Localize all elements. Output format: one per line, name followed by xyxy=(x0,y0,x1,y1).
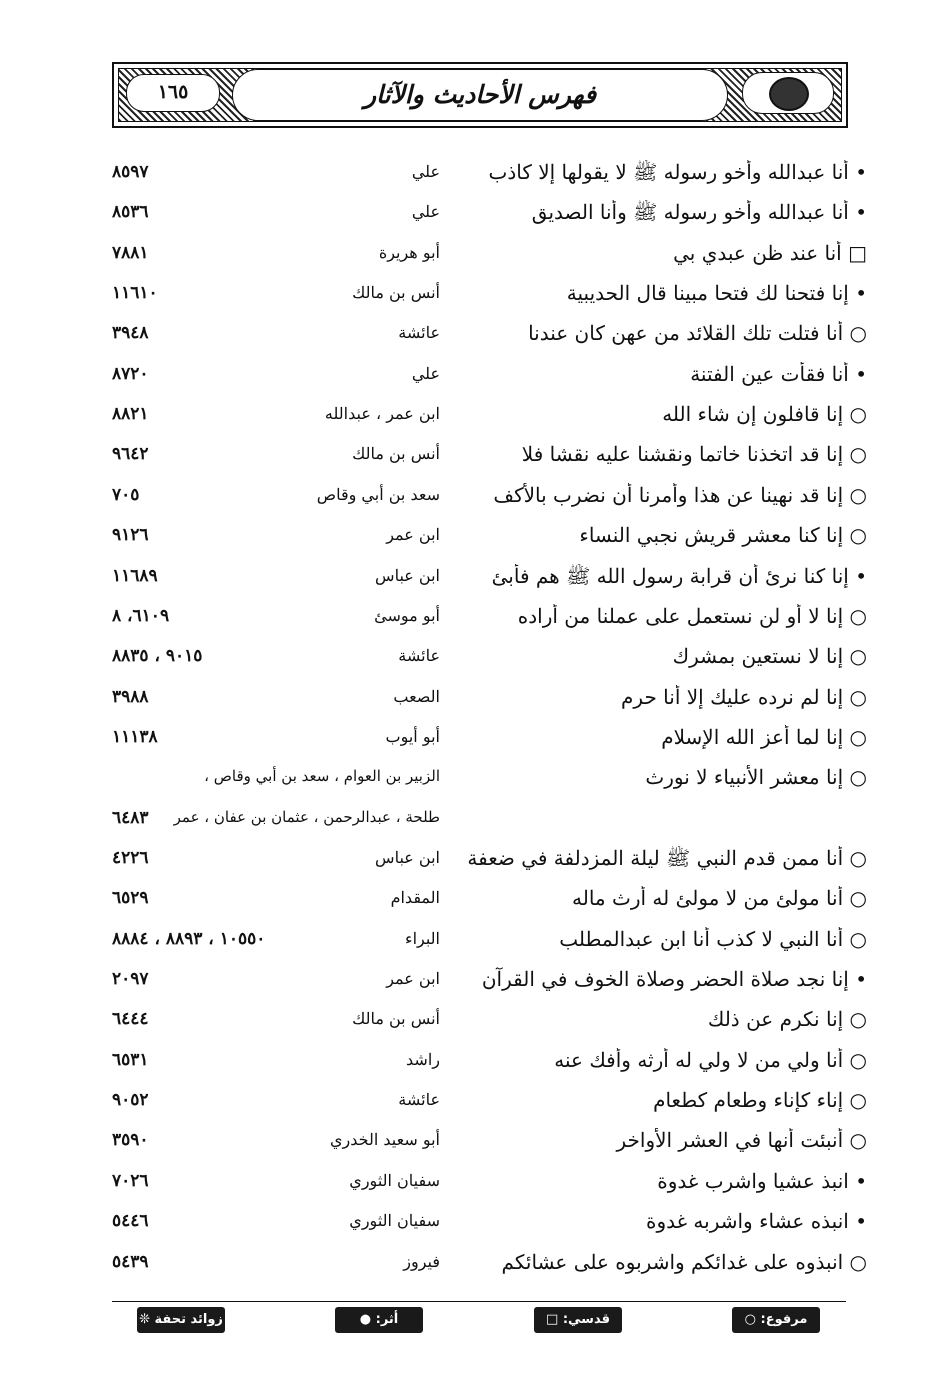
hadith-number: ٥٤٣٩ xyxy=(112,1251,149,1272)
hadith-incipit: ○ إنا قد نهينا عن هذا وأمرنا أن نضرب بالأكف xyxy=(493,482,867,507)
hadith-incipit: ○ إنا لم نرده عليك إلا أنا حرم xyxy=(621,684,867,709)
index-row xyxy=(0,806,945,846)
narrator-name: طلحة ، عبدالرحمن ، عثمان بن عفان ، عمر xyxy=(173,807,440,826)
hadith-number: ٩١٢٦ xyxy=(112,525,149,546)
narrator-name: البراء xyxy=(405,928,440,948)
hadith-number: ٩٠٥٢ xyxy=(112,1090,149,1111)
hadith-number: ٦٥٣١ xyxy=(112,1049,149,1070)
narrator-name: ابن عمر xyxy=(386,969,440,988)
hadith-number: ٩٦٤٢ xyxy=(112,444,149,465)
hadith-incipit: ○ إنا نكرم عن ذلك xyxy=(707,1007,867,1032)
narrator-name: عائشة xyxy=(398,1090,440,1110)
hadith-number: ٦٤٤٤ xyxy=(112,1009,149,1030)
hadith-number: ١٠٥٥٠ ، ٨٨٩٣ ، ٨٨٨٤ xyxy=(112,928,266,949)
hadith-number: ١١٦١٠ xyxy=(112,283,158,304)
index-row xyxy=(0,1128,945,1168)
index-row xyxy=(0,281,945,321)
hadith-number: ٧٨٨١ xyxy=(112,242,149,263)
narrator-name: أبو سعيد الخدري xyxy=(330,1130,440,1150)
narrator-name: أنس بن مالك xyxy=(352,1009,440,1029)
index-row xyxy=(0,846,945,886)
hadith-number: ٢٠٩٧ xyxy=(112,969,149,989)
index-row xyxy=(0,886,945,926)
legend-qudsi: قدسي: □ xyxy=(534,1307,622,1333)
hadith-incipit: ○ إنا معشر الأنبياء لا نورث xyxy=(645,765,867,790)
index-row xyxy=(0,362,945,402)
index-row xyxy=(0,1250,945,1290)
narrator-name: أنس بن مالك xyxy=(352,283,440,303)
hadith-number: ٨٥٣٦ xyxy=(112,202,149,223)
index-row xyxy=(0,1209,945,1249)
hadith-number: ١١٦٨٩ xyxy=(112,565,158,586)
narrator-name: الزبير بن العوام ، سعد بن أبي وقاص ، xyxy=(204,767,440,786)
narrator-name: سفيان الثوري xyxy=(349,1170,440,1190)
hadith-incipit: • إنا فتحنا لك فتحا مبينا قال الحديبية xyxy=(566,281,867,306)
hadith-incipit: • أنا فقأت عين الفتنة xyxy=(690,361,867,386)
index-row xyxy=(0,564,945,604)
hadith-incipit: ○ انبذوه على غدائكم واشربوه على عشائكم xyxy=(501,1249,867,1274)
narrator-name: علي xyxy=(411,202,440,222)
hadith-incipit: ○ أنا مولئ من لا مولئ له أرث ماله xyxy=(572,886,867,911)
hadith-incipit: ○ أنا النبي لا كذب أنا ابن عبدالمطلب xyxy=(559,926,867,951)
hadith-number: ٦٥٢٩ xyxy=(112,888,149,909)
index-row xyxy=(0,160,945,200)
hadith-incipit: ○ إنا قد اتخذنا خاتما ونقشنا عليه نقشا فلا xyxy=(521,442,867,467)
index-row xyxy=(0,241,945,281)
hadith-incipit: ○ إنا لا أو لن نستعمل على عملنا من أراده xyxy=(517,603,867,628)
hadith-number: ٨٥٩٧ xyxy=(112,162,149,182)
hadith-incipit: ○ إنا كنا معشر قريش نجبي النساء xyxy=(579,523,867,548)
index-row xyxy=(0,321,945,361)
narrator-name: سعد بن أبي وقاص xyxy=(316,484,440,504)
index-row xyxy=(0,1169,945,1209)
page-number: ١٦٥ xyxy=(157,81,189,103)
index-row xyxy=(0,967,945,1007)
index-row xyxy=(0,644,945,684)
narrator-name: عائشة xyxy=(398,646,440,666)
hadith-number: ٨٧٢٠ xyxy=(112,363,149,384)
index-row xyxy=(0,1088,945,1128)
narrator-name: ابن عمر ، عبدالله xyxy=(324,404,440,424)
hadith-incipit: □ أنا عند ظن عبدي بي xyxy=(673,240,867,265)
hadith-number: ٣٥٩٠ xyxy=(112,1130,149,1151)
hadith-incipit: • أنا عبدالله وأخو رسوله ﷺ لا يقولها إلا كاذب xyxy=(488,160,867,184)
narrator-name: المقدام xyxy=(390,888,440,908)
hadith-number: ٦١٠٩، ٨ xyxy=(112,605,170,626)
hadith-number: ٩٠١٥ ، ٨٨٣٥ xyxy=(112,646,203,667)
narrator-name: عائشة xyxy=(398,323,440,343)
hadith-incipit: • انبذه عشاء واشربه غدوة xyxy=(645,1209,867,1234)
index-row xyxy=(0,765,945,805)
hadith-number: ٧٠٢٦ xyxy=(112,1170,149,1191)
hadith-incipit: ○ إنا لما أعز الله الإسلام xyxy=(661,724,867,749)
hadith-incipit: ○ أنا فتلت تلك القلائد من عهن كان عندنا xyxy=(528,321,867,346)
narrator-name: أبو هريرة xyxy=(378,242,440,262)
legend-athar: أثر: ● xyxy=(335,1307,423,1333)
hadith-number: ٤٢٢٦ xyxy=(112,848,149,868)
index-row xyxy=(0,200,945,240)
hadith-number: ٧٠٥ xyxy=(112,484,140,505)
hadith-incipit: ○ أنبئت أنها في العشر الأواخر xyxy=(616,1128,867,1153)
hadith-number: ١١١٣٨ xyxy=(112,726,158,747)
narrator-name: علي xyxy=(411,363,440,383)
narrator-name: أبو موسئ xyxy=(374,605,440,625)
narrator-name: علي xyxy=(411,162,440,181)
narrator-name: أبو أيوب xyxy=(385,726,440,746)
index-row xyxy=(0,685,945,725)
index-row xyxy=(0,483,945,523)
index-row xyxy=(0,927,945,967)
hadith-number: ٣٩٨٨ xyxy=(112,686,149,707)
hadith-number: ٣٩٤٨ xyxy=(112,323,149,344)
index-row xyxy=(0,725,945,765)
hadith-incipit: ○ إنا قافلون إن شاء الله xyxy=(662,402,867,427)
hadith-incipit: ○ إنا لا نستعين بمشرك xyxy=(672,644,867,669)
hadith-number: ٨٨٢١ xyxy=(112,404,149,425)
page-title: فهرس الأحاديث والآثار xyxy=(363,80,597,109)
legend-marfu: مرفوع: ○ xyxy=(732,1307,820,1333)
footer-divider xyxy=(112,1301,846,1302)
narrator-name: سفيان الثوري xyxy=(349,1211,440,1231)
narrator-name: أنس بن مالك xyxy=(352,444,440,464)
hadith-number: ٥٤٤٦ xyxy=(112,1211,149,1232)
narrator-name: ابن عباس xyxy=(375,848,440,867)
hadith-incipit: ○ أنا ممن قدم النبي ﷺ ليلة المزدلفة في ضعفة xyxy=(467,846,867,870)
hadith-number: ٦٤٨٣ xyxy=(112,807,149,828)
narrator-name: راشد xyxy=(406,1049,440,1069)
narrator-name: الصعب xyxy=(393,686,440,706)
index-row xyxy=(0,1007,945,1047)
narrator-name: ابن عباس xyxy=(375,565,440,585)
hadith-incipit: ○ إناء كإناء وطعام كطعام xyxy=(653,1088,867,1113)
narrator-name: ابن عمر xyxy=(386,525,440,545)
index-row xyxy=(0,442,945,482)
hadith-incipit: ○ أنا ولي من لا ولي له أرثه وأفك عنه xyxy=(554,1047,867,1072)
hadith-incipit: • انبذ عشيا واشرب غدوة xyxy=(657,1168,867,1193)
hadith-incipit: • أنا عبدالله وأخو رسوله ﷺ وأنا الصديق xyxy=(531,200,867,225)
narrator-name: فيروز xyxy=(403,1251,440,1271)
index-row xyxy=(0,402,945,442)
index-row xyxy=(0,604,945,644)
hadith-incipit: • إنا كنا نرئ أن قرابة رسول الله ﷺ هم فأبئ xyxy=(491,563,867,588)
index-row xyxy=(0,1048,945,1088)
index-row xyxy=(0,523,945,563)
legend-zawaid: زوائد تحفة ❊ xyxy=(137,1307,225,1333)
hadith-incipit: • إنا نجد صلاة الحضر وصلاة الخوف في القرآن xyxy=(481,967,867,991)
